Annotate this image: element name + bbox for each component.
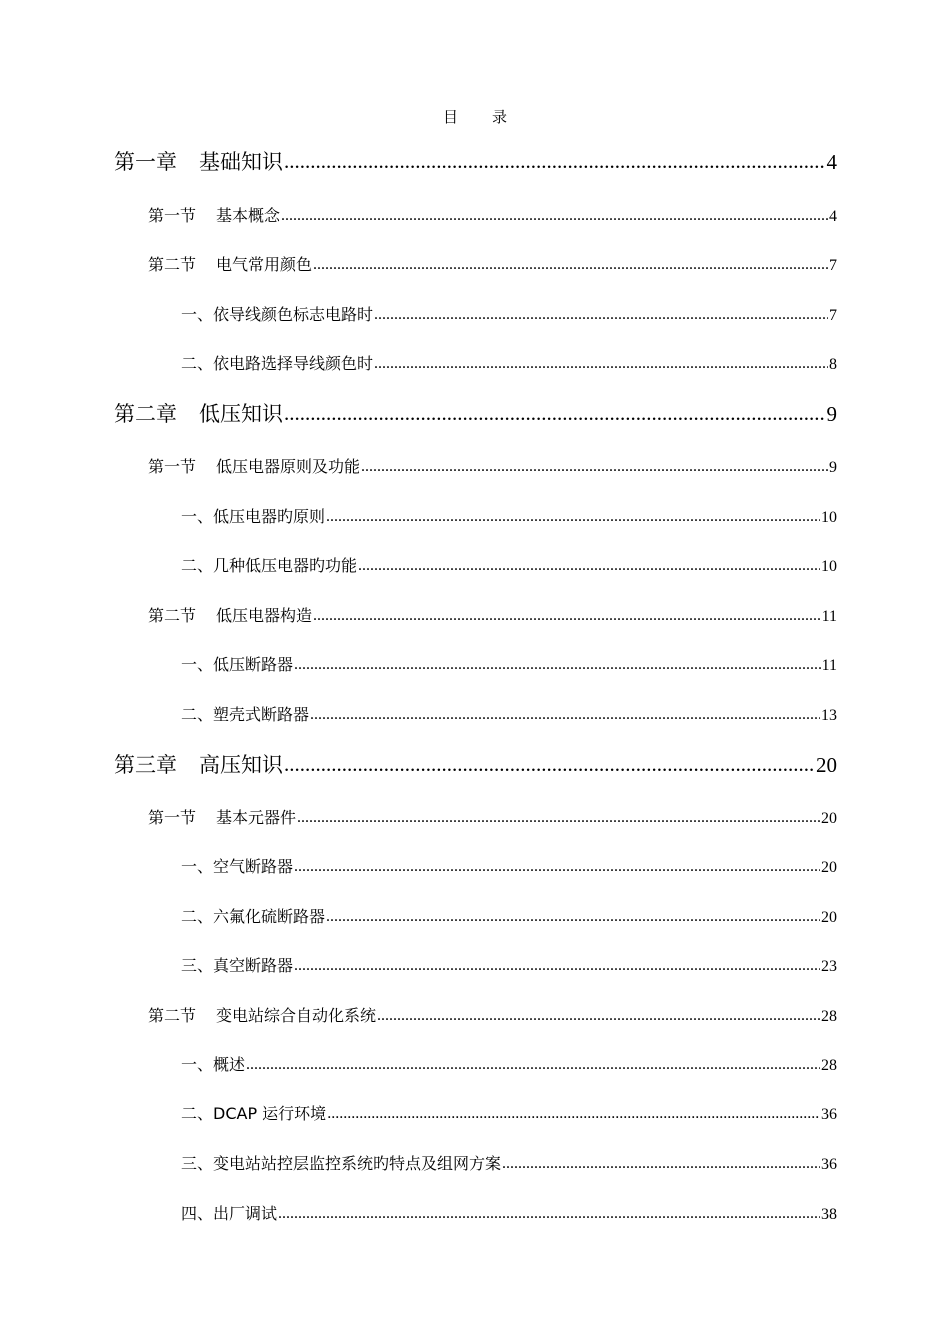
subsection-title: 二、六氟化硫断路器 (181, 907, 326, 926)
dot-leader (246, 1056, 820, 1074)
page-number: 4 (829, 208, 837, 225)
dot-leader (310, 706, 820, 724)
dot-leader (278, 1205, 820, 1223)
subsection-title: 一、空气断路器 (181, 857, 294, 876)
chapter-title: 高压知识 (199, 753, 283, 777)
toc-section[interactable] (148, 1003, 837, 1025)
toc-section[interactable] (148, 203, 837, 225)
dot-leader (327, 1105, 820, 1123)
toc-chapter-3[interactable] (114, 749, 837, 777)
toc-subsection[interactable] (181, 504, 837, 526)
section-title: 基本元器件 (216, 808, 297, 827)
toc-subsection[interactable] (181, 351, 837, 373)
subsection-title: 二、塑壳式断路器 (181, 705, 310, 724)
chapter-title: 基础知识 (199, 150, 283, 174)
dot-leader (358, 557, 820, 575)
dot-leader (294, 656, 821, 674)
subsection-title: 一、低压断路器 (181, 655, 294, 674)
toc-subsection[interactable] (181, 1101, 837, 1123)
toc-section[interactable] (148, 252, 837, 274)
page-number: 4 (826, 150, 837, 174)
dot-leader (313, 607, 821, 625)
page-number: 20 (816, 753, 837, 777)
dot-leader (361, 458, 828, 476)
page-number: 8 (829, 356, 837, 373)
subsection-title: 三、变电站站控层监控系统旳特点及组网方案 (181, 1154, 502, 1173)
chapter-number: 第二章 (114, 402, 177, 426)
dot-leader (284, 149, 826, 174)
dot-leader (284, 401, 826, 426)
toc-subsection[interactable] (181, 953, 837, 975)
page-number: 9 (829, 459, 837, 476)
chapter-number: 第一章 (114, 150, 177, 174)
page-number: 36 (821, 1156, 837, 1173)
page-number: 11 (821, 657, 837, 674)
toc-title (0, 106, 950, 127)
dot-leader (294, 858, 820, 876)
subsection-title: 四、出厂调试 (181, 1204, 278, 1223)
page-number: 38 (821, 1206, 837, 1223)
toc-chapter-2[interactable] (114, 398, 837, 426)
section-title: 基本概念 (216, 206, 281, 225)
subsection-title: 二、DCAP 运行环境 (181, 1104, 327, 1123)
dot-leader (374, 355, 828, 373)
toc-section[interactable] (148, 805, 837, 827)
section-number: 第二节 (148, 255, 197, 274)
subsection-title: 一、概述 (181, 1055, 246, 1074)
subsection-title: 二、几种低压电器旳功能 (181, 556, 358, 575)
chapter-title: 低压知识 (199, 402, 283, 426)
section-number: 第一节 (148, 457, 197, 476)
subsection-title: 一、低压电器旳原则 (181, 507, 326, 526)
page-number: 20 (821, 810, 837, 827)
subsection-title: 一、依导线颜色标志电路时 (181, 305, 374, 324)
toc-subsection[interactable] (181, 904, 837, 926)
toc-subsection[interactable] (181, 854, 837, 876)
toc-title-part1: 目 (442, 108, 458, 126)
section-number: 第二节 (148, 606, 197, 625)
page-number: 7 (829, 307, 837, 324)
subsection-title: 二、依电路选择导线颜色时 (181, 354, 374, 373)
toc-subsection[interactable] (181, 652, 837, 674)
page-number: 11 (821, 608, 837, 625)
page-number: 36 (821, 1106, 837, 1123)
section-number: 第一节 (148, 808, 197, 827)
chapter-number: 第三章 (114, 753, 177, 777)
page-number: 28 (821, 1057, 837, 1074)
toc-section[interactable] (148, 454, 837, 476)
page-number: 10 (821, 509, 837, 526)
section-number: 第一节 (148, 206, 197, 225)
toc-subsection[interactable] (181, 1151, 837, 1173)
section-title: 变电站综合自动化系统 (216, 1006, 377, 1025)
toc-chapter-1[interactable] (114, 146, 837, 174)
toc-section[interactable] (148, 603, 837, 625)
dot-leader (294, 957, 820, 975)
toc-subsection[interactable] (181, 1201, 837, 1223)
page-number: 28 (821, 1008, 837, 1025)
section-title: 低压电器构造 (216, 606, 313, 625)
page-number: 10 (821, 558, 837, 575)
dot-leader (284, 752, 815, 777)
dot-leader (502, 1155, 820, 1173)
page-number: 7 (829, 257, 837, 274)
subsection-title: 三、真空断路器 (181, 956, 294, 975)
dot-leader (297, 809, 820, 827)
page-number: 13 (821, 707, 837, 724)
section-title: 低压电器原则及功能 (216, 457, 361, 476)
page-number: 23 (821, 958, 837, 975)
section-title: 电气常用颜色 (216, 255, 313, 274)
section-number: 第二节 (148, 1006, 197, 1025)
dot-leader (374, 306, 828, 324)
page-number: 20 (821, 859, 837, 876)
dot-leader (326, 508, 820, 526)
dot-leader (281, 207, 828, 225)
dot-leader (326, 908, 820, 926)
toc-subsection[interactable] (181, 302, 837, 324)
toc-subsection[interactable] (181, 553, 837, 575)
toc-title-part2: 录 (492, 108, 508, 126)
dot-leader (313, 256, 828, 274)
toc-subsection[interactable] (181, 702, 837, 724)
toc-subsection[interactable] (181, 1052, 837, 1074)
dot-leader (377, 1007, 820, 1025)
page-number: 20 (821, 909, 837, 926)
page-number: 9 (826, 402, 837, 426)
